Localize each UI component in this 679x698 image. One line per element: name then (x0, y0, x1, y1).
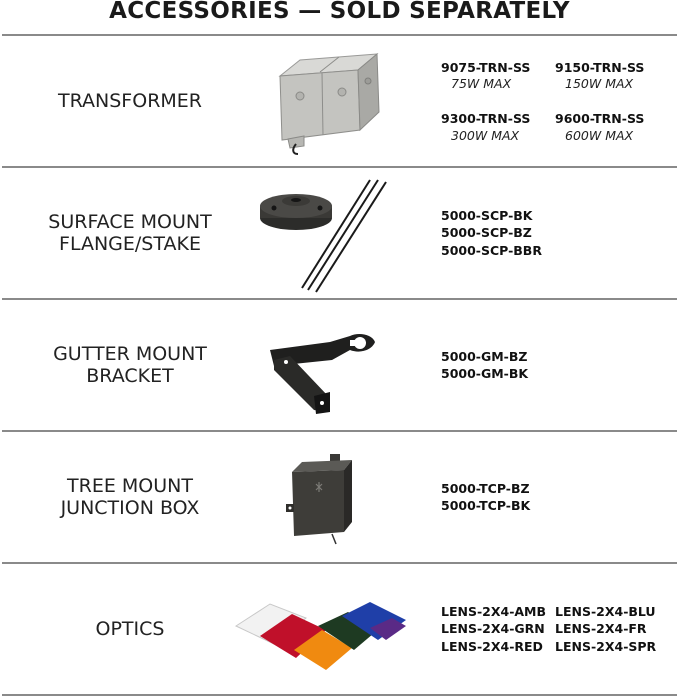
model-code: LENS-2X4-RED (441, 638, 543, 654)
model-code: 9600-TRN-SS (555, 111, 645, 126)
model-code: 5000-SCP-BZ (441, 225, 532, 241)
flange-stake-image (230, 168, 430, 298)
row-label (20, 432, 240, 562)
lenses-image (230, 564, 430, 694)
model-item (441, 110, 555, 144)
model-code: 5000-GM-BZ (441, 348, 528, 364)
wattage-label: 300W MAX (451, 127, 520, 143)
accessory-row-gutter-mount (0, 300, 679, 430)
model-code: LENS-2X4-FR (555, 621, 647, 637)
model-code: 9300-TRN-SS (441, 111, 531, 126)
transformer-image (230, 36, 430, 166)
transformer-box-icon (230, 36, 430, 166)
model-code: 9075-TRN-SS (441, 59, 531, 75)
row-label (20, 564, 240, 694)
model-code: 5000-SCP-BK (441, 207, 533, 223)
row-label-line: TREE MOUNT (67, 475, 193, 497)
model-list (441, 300, 677, 430)
model-code: 5000-TCP-BK (441, 498, 531, 513)
page-title: ACCESSORIES — SOLD SEPARATELY (109, 0, 570, 24)
model-code: 5000-GM-BK (441, 366, 529, 381)
model-code: 9150-TRN-SS (555, 59, 645, 75)
row-label (20, 168, 240, 298)
model-list (441, 168, 677, 298)
color-lenses-icon (230, 564, 430, 694)
model-item (555, 59, 669, 93)
model-list (441, 36, 677, 166)
model-code: 5000-SCP-BBR (441, 242, 542, 258)
wattage-label: 150W MAX (565, 76, 634, 91)
accessory-row-optics (0, 564, 679, 694)
row-label-line: TRANSFORMER (58, 90, 202, 112)
accessory-row-tree-mount (0, 432, 679, 562)
accessory-row-transformer (0, 36, 679, 166)
junction-box-image (230, 432, 430, 562)
row-label-line: JUNCTION BOX (60, 497, 200, 519)
junction-box-icon (230, 432, 430, 562)
wattage-label: 600W MAX (565, 127, 634, 143)
model-code: 5000-TCP-BZ (441, 480, 530, 496)
gutter-bracket-image (230, 300, 430, 430)
model-list (441, 564, 677, 694)
gutter-bracket-icon (230, 300, 430, 430)
row-label (20, 36, 240, 166)
model-code: LENS-2X4-SPR (555, 638, 657, 654)
model-code: LENS-2X4-AMB (441, 603, 547, 619)
model-list (441, 432, 677, 562)
row-label-line: FLANGE/STAKE (59, 233, 201, 255)
accessory-row-surface-mount (0, 168, 679, 298)
row-label-line: BRACKET (86, 365, 174, 387)
row-label (20, 300, 240, 430)
row-label-line: GUTTER MOUNT (53, 343, 207, 365)
model-code: LENS-2X4-GRN (441, 621, 545, 637)
divider (2, 694, 677, 696)
flange-stake-icon (230, 168, 430, 298)
row-label-line: SURFACE MOUNT (48, 211, 212, 233)
model-item (441, 59, 555, 93)
model-code: LENS-2X4-BLU (555, 603, 656, 619)
model-item (555, 110, 669, 144)
wattage-label: 75W MAX (451, 76, 512, 91)
row-label-line: OPTICS (95, 618, 165, 640)
